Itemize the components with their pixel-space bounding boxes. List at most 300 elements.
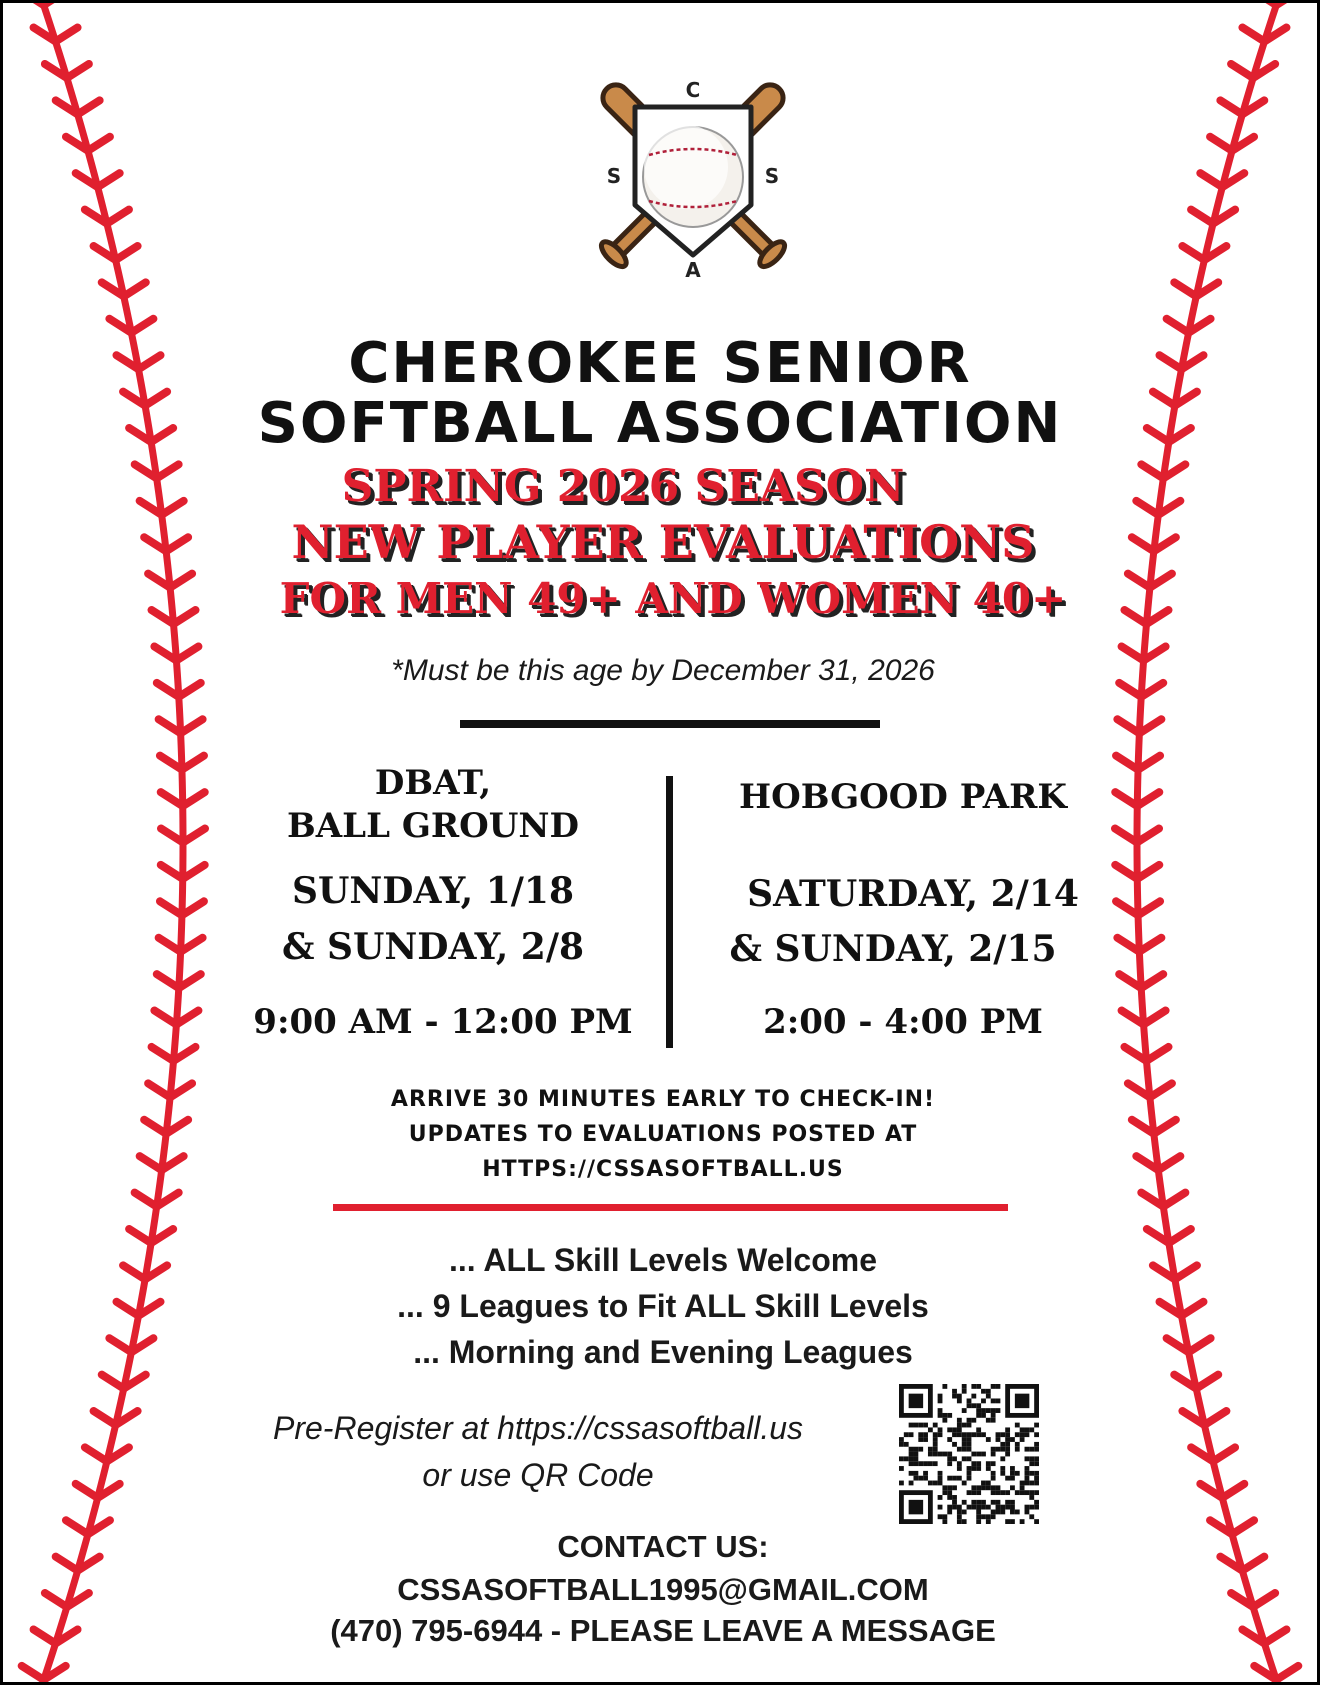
notice-line-1: ARRIVE 30 MINUTES EARLY TO CHECK-IN! (390, 1087, 936, 1112)
qr-module (976, 1432, 981, 1437)
qr-module (962, 1481, 967, 1486)
qr-module (967, 1398, 972, 1403)
qr-module (952, 1485, 957, 1490)
qr-module (899, 1456, 904, 1461)
qr-module (1010, 1471, 1015, 1476)
qr-module (947, 1476, 952, 1481)
qr-module (923, 1437, 928, 1442)
qr-module (967, 1471, 972, 1476)
qr-module (942, 1384, 947, 1389)
qr-module (962, 1423, 967, 1428)
qr-module (942, 1413, 947, 1418)
qr-module (986, 1437, 991, 1442)
qr-module (918, 1432, 923, 1437)
qr-module (1005, 1519, 1010, 1524)
qr-module (962, 1500, 967, 1505)
qr-module (947, 1461, 952, 1466)
qr-module (933, 1423, 938, 1428)
qr-module (957, 1398, 962, 1403)
qr-module (957, 1447, 962, 1452)
qr-module (952, 1456, 957, 1461)
qr-module (991, 1398, 996, 1403)
qr-module (991, 1408, 996, 1413)
qr-module (1029, 1481, 1034, 1486)
qr-module (1010, 1466, 1015, 1471)
qr-finder (909, 1394, 923, 1408)
qr-module (933, 1432, 938, 1437)
qr-module (981, 1389, 986, 1394)
qr-module (976, 1461, 981, 1466)
qr-module (1034, 1476, 1039, 1481)
qr-module (967, 1476, 972, 1481)
logo-letter-bottom: A (685, 258, 701, 282)
qr-module (913, 1476, 918, 1481)
notice-line-2: UPDATES TO EVALUATIONS POSTED AT (408, 1122, 918, 1147)
location-2-date-line-2: & SUNDAY, 2/15 (729, 928, 1057, 970)
qr-module (1025, 1466, 1030, 1471)
qr-module (1034, 1500, 1039, 1505)
event-heading: NEW PLAYER EVALUATIONS (291, 515, 1035, 569)
qr-module (981, 1514, 986, 1519)
qr-module (942, 1519, 947, 1524)
qr-module (1025, 1476, 1030, 1481)
qr-module (947, 1490, 952, 1495)
qr-module (952, 1442, 957, 1447)
qr-module (1025, 1427, 1030, 1432)
divider-red (333, 1204, 1008, 1211)
title-line-2: SOFTBALL ASSOCIATION (257, 391, 1063, 456)
qr-module (899, 1466, 904, 1471)
qr-module (976, 1505, 981, 1510)
qr-module (938, 1505, 943, 1510)
qr-module (952, 1389, 957, 1394)
qr-module (1015, 1442, 1020, 1447)
qr-module (1034, 1505, 1039, 1510)
qr-module (971, 1403, 976, 1408)
location-1-time: 9:00 AM - 12:00 PM (253, 1002, 633, 1042)
qr-module (1015, 1447, 1020, 1452)
qr-module (1015, 1423, 1020, 1428)
qr-module (996, 1408, 1001, 1413)
qr-module (1029, 1490, 1034, 1495)
qr-module (962, 1456, 967, 1461)
stitch-mark (22, 3, 66, 5)
qr-module (1029, 1427, 1034, 1432)
logo-letter-right: S (764, 164, 780, 188)
qr-module (996, 1505, 1001, 1510)
qr-module (1020, 1432, 1025, 1437)
register-line-1: Pre-Register at https://cssasoftball.us (273, 1410, 803, 1446)
qr-module (909, 1447, 914, 1452)
qr-module (933, 1437, 938, 1442)
qr-module (1000, 1466, 1005, 1471)
qr-module (991, 1500, 996, 1505)
qr-module (952, 1495, 957, 1500)
qr-module (981, 1500, 986, 1505)
qr-module (947, 1427, 952, 1432)
qr-module (947, 1437, 952, 1442)
feature-3: ... Morning and Evening Leagues (413, 1334, 913, 1370)
qr-module (991, 1384, 996, 1389)
qr-module (962, 1519, 967, 1524)
qr-module (976, 1485, 981, 1490)
contact-phone[interactable]: (470) 795-6944 - PLEASE LEAVE A MESSAGE (330, 1613, 996, 1648)
qr-module (986, 1485, 991, 1490)
feature-2: ... 9 Leagues to Fit ALL Skill Levels (397, 1288, 929, 1324)
qr-module (1025, 1510, 1030, 1515)
location-1-name-line-1: DBAT, (374, 763, 492, 803)
title-line-1: CHEROKEE SENIOR (348, 331, 972, 396)
qr-module (971, 1490, 976, 1495)
qr-module (967, 1490, 972, 1495)
qr-module (1025, 1456, 1030, 1461)
qr-module (962, 1384, 967, 1389)
qr-module (962, 1432, 967, 1437)
qr-code-icon[interactable] (899, 1384, 1039, 1524)
qr-module (996, 1510, 1001, 1515)
qr-module (942, 1490, 947, 1495)
notice-url: HTTPS://CSSASOFTBALL.US (482, 1157, 844, 1182)
qr-module (913, 1456, 918, 1461)
qr-module (909, 1456, 914, 1461)
qr-module (957, 1510, 962, 1515)
qr-module (1000, 1505, 1005, 1510)
qr-module (971, 1461, 976, 1466)
qr-module (971, 1452, 976, 1457)
qr-module (913, 1461, 918, 1466)
qr-module (947, 1485, 952, 1490)
qr-module (976, 1384, 981, 1389)
qr-module (967, 1456, 972, 1461)
location-1-date-line-2: & SUNDAY, 2/8 (281, 926, 585, 968)
qr-module (1005, 1476, 1010, 1481)
qr-module (967, 1418, 972, 1423)
qr-module (1010, 1437, 1015, 1442)
qr-module (947, 1495, 952, 1500)
qr-module (933, 1461, 938, 1466)
qr-module (962, 1510, 967, 1515)
qr-module (899, 1437, 904, 1442)
qr-module (976, 1403, 981, 1408)
qr-module (1020, 1485, 1025, 1490)
qr-module (899, 1481, 904, 1486)
qr-module (957, 1423, 962, 1428)
qr-module (991, 1461, 996, 1466)
location-2-time: 2:00 - 4:00 PM (763, 1002, 1043, 1042)
feature-1: ... ALL Skill Levels Welcome (448, 1242, 877, 1278)
qr-module (952, 1500, 957, 1505)
baseball-icon (643, 125, 743, 227)
qr-module (904, 1456, 909, 1461)
qr-module (996, 1437, 1001, 1442)
divider-vertical (666, 776, 673, 1048)
qr-module (976, 1510, 981, 1515)
qr-module (1025, 1505, 1030, 1510)
qr-module (952, 1432, 957, 1437)
qr-module (991, 1510, 996, 1515)
qr-module (952, 1394, 957, 1399)
qr-module (967, 1423, 972, 1428)
qr-module (981, 1398, 986, 1403)
qr-module (923, 1471, 928, 1476)
qr-module (986, 1461, 991, 1466)
qr-module (991, 1471, 996, 1476)
qr-module (962, 1408, 967, 1413)
qr-module (996, 1500, 1001, 1505)
qr-module (1000, 1442, 1005, 1447)
qr-module (909, 1423, 914, 1428)
logo-letter-left: S (606, 164, 622, 188)
qr-module (1020, 1481, 1025, 1486)
qr-module (1034, 1481, 1039, 1486)
season-heading: SPRING 2026 SEASON (341, 461, 905, 512)
qr-module (904, 1432, 909, 1437)
qr-module (933, 1452, 938, 1457)
qr-module (976, 1408, 981, 1413)
qr-module (1005, 1427, 1010, 1432)
qr-module (1005, 1442, 1010, 1447)
qr-module (1010, 1476, 1015, 1481)
location-2-name: HOBGOOD PARK (739, 777, 1067, 817)
qr-module (1005, 1500, 1010, 1505)
contact-heading: CONTACT US: (557, 1529, 769, 1564)
qr-module (967, 1442, 972, 1447)
location-2-date-line-1: SATURDAY, 2/14 (747, 873, 1079, 915)
qr-module (976, 1413, 981, 1418)
qr-module (1005, 1447, 1010, 1452)
qr-module (1029, 1471, 1034, 1476)
qr-module (952, 1505, 957, 1510)
qr-module (1034, 1461, 1039, 1466)
qr-module (962, 1442, 967, 1447)
qr-module (1029, 1456, 1034, 1461)
qr-module (938, 1476, 943, 1481)
qr-module (957, 1514, 962, 1519)
eligibility-heading: FOR MEN 49+ AND WOMEN 40+ (279, 574, 1067, 623)
qr-module (971, 1500, 976, 1505)
qr-module (1010, 1485, 1015, 1490)
qr-module (957, 1461, 962, 1466)
qr-module (1034, 1490, 1039, 1495)
qr-module (957, 1505, 962, 1510)
qr-module (928, 1452, 933, 1457)
qr-module (962, 1437, 967, 1442)
qr-module (918, 1423, 923, 1428)
qr-module (947, 1452, 952, 1457)
qr-module (957, 1519, 962, 1524)
qr-module (1020, 1519, 1025, 1524)
qr-module (928, 1427, 933, 1432)
qr-module (981, 1408, 986, 1413)
qr-module (938, 1432, 943, 1437)
qr-module (981, 1452, 986, 1457)
qr-module (981, 1413, 986, 1418)
qr-module (1020, 1437, 1025, 1442)
qr-module (1029, 1505, 1034, 1510)
qr-module (947, 1413, 952, 1418)
qr-module (933, 1447, 938, 1452)
qr-module (971, 1432, 976, 1437)
qr-module (1034, 1456, 1039, 1461)
qr-module (971, 1394, 976, 1399)
logo-letter-top: C (685, 78, 701, 102)
qr-module (996, 1490, 1001, 1495)
qr-module (1034, 1432, 1039, 1437)
qr-module (1015, 1432, 1020, 1437)
qr-module (991, 1514, 996, 1519)
qr-module (942, 1418, 947, 1423)
qr-module (938, 1481, 943, 1486)
qr-module (1034, 1423, 1039, 1428)
qr-module (991, 1490, 996, 1495)
qr-module (938, 1413, 943, 1418)
qr-module (942, 1514, 947, 1519)
qr-module (909, 1471, 914, 1476)
qr-module (1000, 1471, 1005, 1476)
qr-module (957, 1418, 962, 1423)
qr-module (957, 1466, 962, 1471)
qr-finder (1015, 1394, 1029, 1408)
qr-module (952, 1427, 957, 1432)
qr-module (1029, 1461, 1034, 1466)
qr-module (971, 1485, 976, 1490)
location-1-name-line-2: BALL GROUND (287, 806, 579, 846)
qr-module (1029, 1495, 1034, 1500)
qr-module (986, 1394, 991, 1399)
qr-module (909, 1461, 914, 1466)
qr-module (986, 1418, 991, 1423)
qr-module (909, 1452, 914, 1457)
qr-module (1025, 1471, 1030, 1476)
qr-module (976, 1519, 981, 1524)
qr-module (986, 1408, 991, 1413)
qr-module (913, 1452, 918, 1457)
qr-module (909, 1432, 914, 1437)
qr-module (991, 1485, 996, 1490)
cssa-logo (573, 55, 813, 295)
qr-module (1005, 1505, 1010, 1510)
qr-module (923, 1423, 928, 1428)
qr-module (981, 1505, 986, 1510)
qr-module (942, 1452, 947, 1457)
qr-module (938, 1495, 943, 1500)
qr-module (938, 1471, 943, 1476)
qr-module (947, 1505, 952, 1510)
qr-module (957, 1427, 962, 1432)
flyer (3, 3, 1317, 1682)
qr-module (991, 1452, 996, 1457)
qr-module (923, 1432, 928, 1437)
qr-module (1005, 1490, 1010, 1495)
qr-module (971, 1418, 976, 1423)
age-note: *Must be this age by December 31, 2026 (391, 654, 935, 687)
qr-module (986, 1481, 991, 1486)
qr-module (938, 1514, 943, 1519)
qr-module (1000, 1447, 1005, 1452)
qr-module (918, 1461, 923, 1466)
qr-module (957, 1476, 962, 1481)
qr-module (913, 1447, 918, 1452)
qr-module (967, 1437, 972, 1442)
qr-module (913, 1423, 918, 1428)
qr-module (1010, 1500, 1015, 1505)
qr-module (991, 1418, 996, 1423)
qr-module (976, 1466, 981, 1471)
qr-module (928, 1447, 933, 1452)
qr-module (947, 1510, 952, 1515)
qr-module (991, 1413, 996, 1418)
qr-module (933, 1442, 938, 1447)
qr-module (986, 1505, 991, 1510)
contact-email[interactable]: CSSASOFTBALL1995@GMAIL.COM (397, 1572, 929, 1607)
qr-module (1034, 1471, 1039, 1476)
qr-module (996, 1485, 1001, 1490)
qr-module (1034, 1447, 1039, 1452)
qr-module (976, 1427, 981, 1432)
qr-module (957, 1394, 962, 1399)
qr-module (971, 1505, 976, 1510)
qr-module (928, 1461, 933, 1466)
qr-module (967, 1432, 972, 1437)
qr-module (918, 1476, 923, 1481)
divider-black (460, 720, 880, 728)
qr-module (942, 1485, 947, 1490)
qr-module (1000, 1456, 1005, 1461)
location-1-date-line-1: SUNDAY, 1/18 (291, 870, 575, 912)
qr-module (962, 1389, 967, 1394)
qr-module (967, 1403, 972, 1408)
qr-module (1025, 1447, 1030, 1452)
qr-module (976, 1452, 981, 1457)
qr-module (1029, 1514, 1034, 1519)
qr-module (967, 1466, 972, 1471)
qr-module (1029, 1447, 1034, 1452)
qr-module (1020, 1427, 1025, 1432)
qr-module (913, 1471, 918, 1476)
qr-module (909, 1481, 914, 1486)
qr-module (967, 1505, 972, 1510)
qr-module (981, 1485, 986, 1490)
register-line-2: or use QR Code (422, 1457, 654, 1493)
qr-module (1005, 1432, 1010, 1437)
qr-module (904, 1442, 909, 1447)
qr-module (933, 1481, 938, 1486)
qr-module (1034, 1519, 1039, 1524)
qr-module (986, 1519, 991, 1524)
qr-module (996, 1398, 1001, 1403)
qr-finder (909, 1500, 923, 1514)
qr-module (1025, 1490, 1030, 1495)
qr-module (996, 1432, 1001, 1437)
qr-module (957, 1432, 962, 1437)
qr-module (1010, 1505, 1015, 1510)
qr-module (1000, 1432, 1005, 1437)
qr-module (928, 1481, 933, 1486)
qr-module (1000, 1490, 1005, 1495)
qr-module (981, 1481, 986, 1486)
qr-module (967, 1447, 972, 1452)
qr-module (1010, 1510, 1015, 1515)
qr-module (938, 1394, 943, 1399)
qr-module (996, 1384, 1001, 1389)
qr-module (971, 1384, 976, 1389)
qr-module (938, 1398, 943, 1403)
qr-module (923, 1476, 928, 1481)
qr-module (986, 1389, 991, 1394)
qr-module (976, 1490, 981, 1495)
qr-module (991, 1476, 996, 1481)
qr-module (1015, 1510, 1020, 1515)
